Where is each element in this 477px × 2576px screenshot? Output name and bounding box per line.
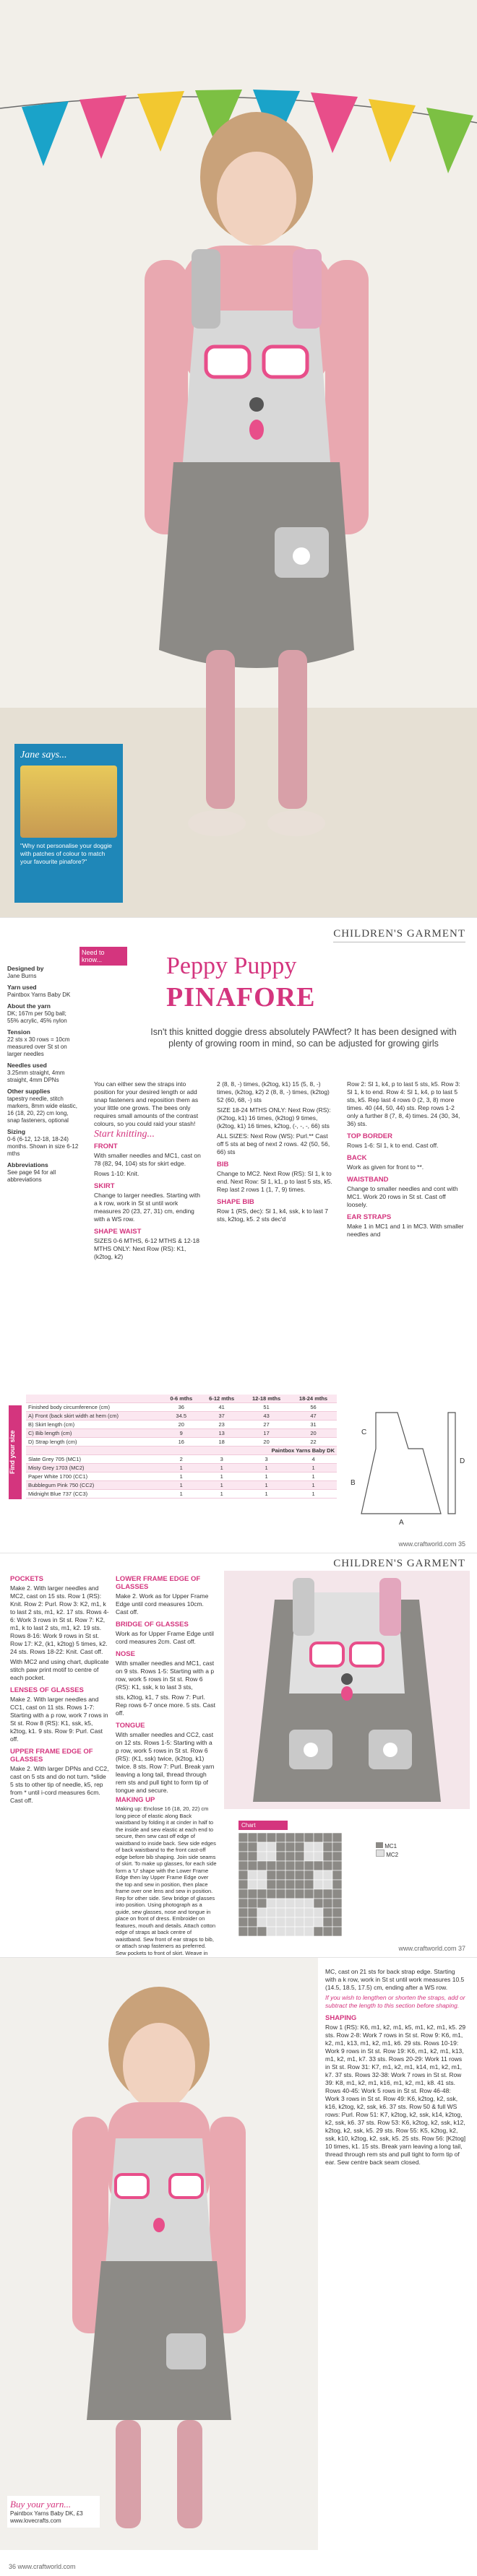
buy-yarn-text: Paintbox Yarns Baby DK, £3 www.lovecrafts.com: [10, 2510, 83, 2524]
chart-cell: [295, 1852, 304, 1861]
chart-cell: [267, 1861, 276, 1870]
waistband-heading: WAISTBAND: [347, 1176, 389, 1184]
nose-text: With smaller needles and MC1, cast on 9 sts. Rows 1-5: Starting with a p row, work 5 rows in St st. Row 6 (RS): K1, ssk, k to last 3 sts,: [116, 1660, 215, 1691]
cell: 34.5: [162, 1412, 200, 1421]
chart-cell: [276, 1927, 285, 1936]
chart-cell: [332, 1880, 342, 1889]
chart-cell: [285, 1927, 295, 1936]
th: [26, 1395, 162, 1403]
cell: 2: [162, 1455, 200, 1464]
chart-cell: [239, 1908, 248, 1917]
chart-cell: [267, 1852, 276, 1861]
diag-label-c: C: [361, 1428, 367, 1436]
column-3: [347, 1080, 466, 1241]
start-knitting: Start knitting...: [94, 1129, 155, 1140]
chart-cell: [239, 1899, 248, 1908]
cell: A) Front (back skirt width at hem (cm): [26, 1412, 162, 1421]
ear-heading: EAR STRAPS: [347, 1213, 392, 1221]
cell: 36: [162, 1403, 200, 1412]
chart-cell: [239, 1927, 248, 1936]
diag-label-a: A: [399, 1519, 404, 1527]
chart-cell: [304, 1852, 314, 1861]
needles-label: Needles used: [7, 1062, 47, 1069]
model-photo: [0, 1958, 318, 2550]
table-row: [26, 1412, 337, 1421]
table-row: [26, 1403, 337, 1412]
shapebib-text: Row 1 (RS, dec): Sl 1, k4, ssk, k to last 7 sts, k2tog, k5. 2 sts dec'd: [217, 1207, 328, 1223]
cell: 17: [243, 1429, 290, 1438]
bib-text: Change to MC2. Next Row (RS): Sl 1, k to end. Next Row: Sl 1, k1, p to last 5 sts, k5. Rep last 2 rows 1 (1, 7, 9) times.: [217, 1170, 332, 1193]
chart-cell: [257, 1861, 267, 1870]
about: DK; 167m per 50g ball; 55% acrylic, 45% nylon: [7, 1010, 67, 1024]
cell: 1: [243, 1490, 290, 1499]
chart-cell: [239, 1852, 248, 1861]
bridge-text: Work as for Upper Frame Edge until cord measures 2cm. Cast off.: [116, 1630, 214, 1645]
about-label: About the yarn: [7, 1002, 51, 1010]
front-heading: FRONT: [94, 1142, 118, 1150]
chart-cell: [239, 1842, 248, 1852]
table-row: [26, 1429, 337, 1438]
chart-cell: [314, 1842, 323, 1852]
page-1: [0, 0, 477, 917]
chart-cell: [304, 1889, 314, 1899]
chart-cell: [285, 1833, 295, 1842]
chart-cell: [276, 1842, 285, 1852]
intro: You can either sew the straps into position for your desired length or add snap fasteners and reposition them as your little one grows. The bees only requires small amounts of the contrast colours, so you could raid your stash!: [94, 1080, 199, 1127]
yarn-label: Yarn used: [7, 984, 37, 991]
page-4: [0, 1957, 477, 2576]
chart-cell: [314, 1870, 323, 1880]
chart-cell: [295, 1927, 304, 1936]
chart-cell: [304, 1880, 314, 1889]
designer-label: Designed by: [7, 965, 44, 972]
chart-cell: [304, 1861, 314, 1870]
paw-chart: [239, 1821, 398, 1945]
waist-text: SIZES 0-6 MTHS, 6-12 MTHS & 12-18 MTHS ONLY: Next Row (RS): K1, (k2tog, k2): [94, 1237, 199, 1260]
chart-cell: [257, 1908, 267, 1917]
chart-cell: [295, 1842, 304, 1852]
back-heading: BACK: [347, 1154, 367, 1162]
shaping-text: Row 1 (RS): K6, m1, k2, m1, k5, m1, k2, m1, k5. 29 sts. Row 2-8: Work 7 rows in St st. Row 9: K6, m1, k2, m1, k13, m1, k2, m1, k6. 29 sts. Rows 10-19: Work 9 rows in St st. Row 19: K6, m1, k2, m1, k13, m1, k2, m1, k7. 33 sts. Rows 20-29: Work 11 rows in St st. Row 31: K7, m1, k2, m1, k14, m1, k2, m1, k7. 37 sts. Rows 32-38: Work 7 rows in St st. Row 39: K8, m1, k2, m1, k16, m1, k2, m1, k8. 41 sts. Rows 40-45: Work 5 rows in St st. Row 46-48: Work 3 rows in St st. Row 49: K6, k2tog, k2, ssk, k16, k2tog, k2, ssk, k6. 37 sts. Row 50 & full WS rows: Purl. Row 51: K7, k2tog, k2, ssk, k14, k2tog, k2, ssk, k6. 37 sts. Row 53: K6, k2tog, k2, ssk, k12, k2tog, k2, ssk, k5. 29 sts. Row 55: K5, k2tog, k2, ssk, k10, k2tog, k2, ssk, k5. 25 sts. Row 56: [K2tog] 10 times, k1. 15 sts. Break yarn leaving a long tail, thread through rem sts and pull tight to form tip of ear. Sew centre back seam closed.: [325, 2024, 466, 2166]
chart-cell: [267, 1908, 276, 1917]
cell: Bubblegum Pink 750 (CC2): [26, 1481, 162, 1490]
buy-yarn-heading: Buy your yarn...: [10, 2499, 72, 2510]
yarn-brand: Paintbox Yarns Baby DK: [26, 1447, 337, 1455]
chart-cell: [314, 1917, 323, 1927]
chart-cell: [332, 1927, 342, 1936]
cell: 1: [162, 1490, 200, 1499]
cell: 1: [200, 1464, 243, 1473]
column-2b: [116, 1792, 217, 1972]
chart-cell: [304, 1899, 314, 1908]
chart-cell: [314, 1899, 323, 1908]
chart-cell: [323, 1880, 332, 1889]
chart-cell: [239, 1870, 248, 1880]
legend-mc1: [376, 1842, 398, 1849]
chart-cell: [257, 1833, 267, 1842]
pockets-heading: POCKETS: [10, 1575, 43, 1583]
cell: 22: [290, 1438, 337, 1447]
cell: 1: [243, 1481, 290, 1490]
standfirst: Isn't this knitted doggie dress absolutely PAWfect? It has been designed with plenty of growing room in mind, so can be adjusted for growing girls: [150, 1027, 457, 1049]
chart-cell: [267, 1889, 276, 1899]
chart-cell: [314, 1852, 323, 1861]
jane-says-box: [14, 744, 123, 903]
cell: 43: [243, 1412, 290, 1421]
chart-cell: [304, 1927, 314, 1936]
cell: D) Strap length (cm): [26, 1438, 162, 1447]
shaping-heading: SHAPING: [325, 2014, 357, 2022]
cell: 31: [290, 1421, 337, 1429]
lower-heading: LOWER FRAME EDGE OF GLASSES: [116, 1575, 201, 1591]
table-row: [26, 1464, 337, 1473]
chart-cell: [285, 1880, 295, 1889]
chart-cell: [314, 1833, 323, 1842]
cell: 1: [200, 1481, 243, 1490]
chart-cell: [314, 1908, 323, 1917]
chart-cell: [323, 1861, 332, 1870]
chart-cell: [239, 1889, 248, 1899]
chart-cell: [276, 1899, 285, 1908]
chart-cell: [276, 1852, 285, 1861]
chart-cell: [276, 1861, 285, 1870]
cell: Slate Grey 705 (MC1): [26, 1455, 162, 1464]
supplies: tapestry needle, stitch markers, 8mm wide elastic, 16 (18, 20, 22) cm long, snap fasteners, optional: [7, 1096, 77, 1124]
th: 6-12 mths: [200, 1395, 243, 1403]
chart-cell: [248, 1908, 257, 1917]
diag-label-b: B: [351, 1479, 356, 1487]
cell: 13: [200, 1429, 243, 1438]
shapebib-heading: SHAPE BIB: [217, 1198, 254, 1206]
chart-cell: [257, 1870, 267, 1880]
chart-cell: [285, 1842, 295, 1852]
col2-text: 2 (8, 8, -) times, (k2tog, k1) 15 (5, 8, -) times, (k2tog, k2) 2 (8, 8, -) times, (k2tog) 52 (60, 68, -) sts: [217, 1080, 330, 1103]
chart-cell: [304, 1870, 314, 1880]
cell: 1: [290, 1473, 337, 1481]
page-3: [0, 1553, 477, 1958]
legend-mc2-label: MC2: [386, 1852, 399, 1858]
chart-cell: [323, 1870, 332, 1880]
bib-heading: BIB: [217, 1161, 229, 1168]
chart-cell: [248, 1870, 257, 1880]
chart-cell: [332, 1870, 342, 1880]
chart-cell: [304, 1908, 314, 1917]
yarn-brand-row: [26, 1447, 337, 1455]
yarn: Paintbox Yarns Baby DK: [7, 992, 71, 998]
makeup-text: Making up: Enclose 16 (18, 20, 22) cm long piece of elastic along Back waistband by folding it at cinder in half to the inside and sew elastic at each end to secure, then sew cast off edge of waistband to inside back. Sew side edges of back waistband to the front cast-off edge before bib shaping. Join side seams of skirt. To make up glasses, for each side form a 'U' shape with the Lower Frame Edge then lay Upper Frame Edge over the top and sew in position, then place frame over one lens and sew in position. Rep for other side. Sew bridge of glasses into position. Using photograph as a guide, sew glasses, nose and tongue in place on front of dress. Embroider on features, mouth and details. Attach cotton edge of straps at back centre of waistband. Sew front of ear straps to bib, or attach snap fasteners as preferred. Sew pockets to front of skirt. Weave in: [116, 1805, 217, 1956]
cell: B) Skirt length (cm): [26, 1421, 162, 1429]
section-header: CHILDREN'S GARMENT: [333, 1558, 465, 1572]
lenses-text: Make 2. With larger needles and CC1, cast on 11 sts. Rows 1-7: Starting with a p row, work 7 rows in St st. Row 8 (RS): K1, ssk, k5, k2tog, k1. 9 sts. Row 9: Purl. Cast off.: [10, 1696, 108, 1743]
folio: www.craftworld.com 35: [398, 1540, 465, 1548]
chart-cell: [323, 1927, 332, 1936]
folio: 36 www.craftworld.com: [9, 2563, 76, 2570]
chart-cell: [332, 1908, 342, 1917]
cell: 4: [290, 1455, 337, 1464]
allsizes-text: ALL SIZES: Next Row (WS): Purl.** Cast off 5 sts at beg of next 2 rows. 42 (50, 56, 66) sts: [217, 1132, 330, 1155]
product-photo: [224, 1571, 470, 1809]
find-size-tab: Find your size: [9, 1405, 22, 1499]
table-row: [26, 1473, 337, 1481]
cell: C) Bib length (cm): [26, 1429, 162, 1438]
need-to-know-tab: Need to know...: [80, 947, 127, 966]
waist-heading: SHAPE WAIST: [94, 1228, 142, 1236]
table-row: [26, 1490, 337, 1499]
skirt-text: Change to larger needles. Starting with a k row, work in St st until work measures 20 (23, 27, 31) cm, ending with a WS row.: [94, 1192, 200, 1223]
cell: Finished body circumference (cm): [26, 1403, 162, 1412]
chart-cell: [295, 1861, 304, 1870]
supplies-label: Other supplies: [7, 1088, 51, 1095]
chart-cell: [304, 1842, 314, 1852]
cell: 47: [290, 1412, 337, 1421]
cell: 1: [243, 1464, 290, 1473]
tension-label: Tension: [7, 1028, 30, 1036]
upper-heading: UPPER FRAME EDGE OF GLASSES: [10, 1748, 93, 1764]
chart-cell: [332, 1842, 342, 1852]
chart-cell: [239, 1861, 248, 1870]
size18-text: SIZE 18-24 MTHS ONLY: Next Row (RS): (K2tog, k1) 16 times, (k2tog) 9 times, (k2tog, k1) 16 times, k2tog, (-, -, -, 66) sts: [217, 1106, 331, 1129]
chart-cell: [295, 1899, 304, 1908]
lower-text: Make 2. Work as for Upper Frame Edge until cord measures 10cm. Cast off.: [116, 1592, 209, 1616]
back-text: Work as given for front to **.: [347, 1163, 424, 1171]
jane-says-label: Jane says...: [20, 750, 67, 760]
chart-cell: [295, 1870, 304, 1880]
chart-cell: [323, 1833, 332, 1842]
cell: 1: [162, 1473, 200, 1481]
legend-mc1-label: MC1: [384, 1843, 398, 1849]
abbr: See page 94 for all abbreviations: [7, 1169, 56, 1183]
cell: 20: [243, 1438, 290, 1447]
pockets-text-2: With MC2 and using chart, duplicate stitch paw print motif to centre of each pocket.: [10, 1658, 109, 1681]
cell: 51: [243, 1403, 290, 1412]
chart-legend: [376, 1842, 398, 1858]
cell: 20: [162, 1421, 200, 1429]
chart-cell: [248, 1880, 257, 1889]
cell: 20: [290, 1429, 337, 1438]
chart-cell: [332, 1899, 342, 1908]
chart-cell: [314, 1927, 323, 1936]
cell: Misty Grey 1703 (MC2): [26, 1464, 162, 1473]
chart-key-title: Chart: [239, 1821, 288, 1830]
chart-cell: [276, 1908, 285, 1917]
chart-cell: [295, 1833, 304, 1842]
sizing: 0-6 (6-12, 12-18, 18-24) months. Shown in size 6-12 mths: [7, 1136, 79, 1157]
th: 0-6 mths: [162, 1395, 200, 1403]
lenses-heading: LENSES OF GLASSES: [10, 1686, 84, 1694]
kicker: Peppy Puppy: [166, 953, 297, 979]
designer: Jane Burns: [7, 973, 37, 979]
chart-cell: [323, 1889, 332, 1899]
page-title: PINAFORE: [166, 982, 316, 1012]
jane-quote: "Why not personalise your doggie with patches of colour to match your favourite pinafore?": [20, 842, 112, 865]
cell: 1: [243, 1473, 290, 1481]
chart-cell: [239, 1880, 248, 1889]
chart-cell: [295, 1917, 304, 1927]
cell: 41: [200, 1403, 243, 1412]
table-row: [26, 1481, 337, 1490]
size-table-wrap: [26, 1395, 337, 1499]
cell: 1: [290, 1464, 337, 1473]
cell: 1: [200, 1490, 243, 1499]
cell: 1: [290, 1481, 337, 1490]
chart-cell: [248, 1917, 257, 1927]
chart-cell: [314, 1880, 323, 1889]
chart-cell: [248, 1833, 257, 1842]
cell: 3: [200, 1455, 243, 1464]
chart-cell: [285, 1861, 295, 1870]
chart-cell: [257, 1889, 267, 1899]
paw-chart-grid: [239, 1833, 354, 1941]
chart-cell: [295, 1908, 304, 1917]
cell: 1: [290, 1490, 337, 1499]
chart-cell: [332, 1889, 342, 1899]
chart-cell: [267, 1833, 276, 1842]
chart-cell: [257, 1927, 267, 1936]
chart-cell: [257, 1880, 267, 1889]
need-to-know-sidebar: [7, 961, 80, 1184]
chart-cell: [267, 1842, 276, 1852]
nose-heading: NOSE: [116, 1650, 135, 1658]
cell: 1: [200, 1473, 243, 1481]
pockets-text: Make 2. With larger needles and MC2, cast on 15 sts. Row 1 (RS): Knit. Row 2: Purl. Row 3: K2, m1, k to last 2 sts, m1, k2. 17 sts. Rows 4-6: Work 3 rows in St st. Row 7: K2, m1, k to last 2 sts, m1, k2. 19 sts. Rows 8-16: Work 9 rows in St st. Row 17: K2, (k1, k2tog) 5 times, k2. 24 sts. Rows 18-22: Knit. Cast off.: [10, 1584, 109, 1655]
chart-cell: [267, 1870, 276, 1880]
chart-cell: [332, 1917, 342, 1927]
chart-cell: [257, 1917, 267, 1927]
makeup-heading: MAKING UP: [116, 1796, 155, 1804]
chart-cell: [304, 1917, 314, 1927]
buy-yarn-box: [7, 2496, 100, 2528]
strap-text: MC, cast on 21 sts for back strap edge. Starting with a k row, work in St st until work measures 10.5 (14.5, 18.5, 17.5) cm, ending after a WS row.: [325, 1968, 465, 1991]
column-2: [217, 1080, 332, 1226]
chart-cell: [285, 1870, 295, 1880]
chart-cell: [267, 1927, 276, 1936]
folio: www.craftworld.com 37: [398, 1945, 465, 1952]
th: 18-24 mths: [290, 1395, 337, 1403]
tongue-heading: TONGUE: [116, 1722, 145, 1730]
front-text: With smaller needles and MC1, cast on 78 (82, 94, 104) sts for skirt edge.: [94, 1152, 201, 1167]
column-right: [325, 1968, 466, 2169]
ear-text: Make 1 in MC1 and 1 in MC3. With smaller needles and: [347, 1223, 464, 1238]
chart-cell: [248, 1852, 257, 1861]
cell: 18: [200, 1438, 243, 1447]
cell: 9: [162, 1429, 200, 1438]
legend-mc2: [376, 1849, 398, 1858]
cell: 1: [162, 1481, 200, 1490]
cell: 3: [243, 1455, 290, 1464]
tongue-text: With smaller needles and CC2, cast on 12 sts. Rows 1-5: Starting with a p row, work 5 rows in St st. Row 6 (RS): (K1, ssk) twice, (k2tog, k1) twice. 8 sts. Row 7: Purl. Break yarn leaving a long tail, thread through rem sts and pull tight to form tip of tongue and secure.: [116, 1731, 215, 1794]
bridge-heading: BRIDGE OF GLASSES: [116, 1621, 189, 1629]
chart-cell: [248, 1889, 257, 1899]
chart-cell: [276, 1880, 285, 1889]
size-table: [26, 1395, 337, 1499]
chart-cell: [285, 1889, 295, 1899]
needles: 3.25mm straight, 4mm straight, 4mm DPNs: [7, 1070, 65, 1083]
table-row: [26, 1438, 337, 1447]
chart-cell: [239, 1833, 248, 1842]
chart-cell: [332, 1861, 342, 1870]
cell: 23: [200, 1421, 243, 1429]
table-row: [26, 1421, 337, 1429]
cell: 56: [290, 1403, 337, 1412]
waistband-text: Change to smaller needles and cont with MC1. Work 20 rows in St st. Cast off loosely.: [347, 1185, 458, 1208]
column-2: [116, 1571, 217, 1797]
section-header: CHILDREN'S GARMENT: [333, 928, 465, 942]
chart-cell: [285, 1908, 295, 1917]
cell: Midnight Blue 737 (CC3): [26, 1490, 162, 1499]
cell: Paper White 1700 (CC1): [26, 1473, 162, 1481]
chart-cell: [248, 1927, 257, 1936]
column-1: [10, 1571, 110, 1807]
cell: 37: [200, 1412, 243, 1421]
chart-cell: [267, 1917, 276, 1927]
cell: 1: [162, 1464, 200, 1473]
skirt-heading: SKIRT: [94, 1182, 115, 1190]
chart-cell: [276, 1833, 285, 1842]
chart-cell: [248, 1842, 257, 1852]
chart-cell: [285, 1899, 295, 1908]
chart-cell: [239, 1917, 248, 1927]
chart-cell: [332, 1852, 342, 1861]
chart-cell: [276, 1889, 285, 1899]
chart-cell: [314, 1861, 323, 1870]
cell: 27: [243, 1421, 290, 1429]
chart-cell: [304, 1833, 314, 1842]
rows-text: Rows 1-10: Knit.: [94, 1170, 139, 1177]
abbr-label: Abbreviations: [7, 1161, 48, 1168]
chart-cell: [332, 1833, 342, 1842]
topborder-heading: TOP BORDER: [347, 1132, 392, 1140]
upper-text: Make 2. With larger DPNs and CC2, cast on 5 sts and do not turn. *slide 5 sts to other tip of needle, k5, rep from * until i-cord measures 6cm. Cast off.: [10, 1765, 109, 1804]
diag-label-d: D: [460, 1457, 465, 1465]
chart-cell: [314, 1889, 323, 1899]
chart-cell: [323, 1917, 332, 1927]
topborder-text: Rows 1-6: Sl 1, k to end. Cast off.: [347, 1142, 439, 1149]
table-row: [26, 1455, 337, 1464]
chart-cell: [267, 1899, 276, 1908]
cell: 16: [162, 1438, 200, 1447]
chart-cell: [295, 1889, 304, 1899]
chart-cell: [323, 1899, 332, 1908]
col3-text: Row 2: Sl 1, k4, p to last 5 sts, k5. Row 3: Sl 1, k to end. Row 4: Sl 1, k4, p to last 5 sts, k5. Rep last 4 rows 0 (2, 3, 8) more times. 40 (44, 50, 44) sts. Rep rows 1-2 only a further 8 (7, 8, 4) times. 24 (30, 34, 36) sts.: [347, 1080, 460, 1127]
sizing-label: Sizing: [7, 1128, 26, 1135]
tension: 22 sts x 30 rows = 10cm measured over St st on larger needles: [7, 1036, 70, 1057]
chart-cell: [257, 1899, 267, 1908]
chart-cell: [267, 1880, 276, 1889]
chart-cell: [295, 1880, 304, 1889]
chart-cell: [323, 1842, 332, 1852]
page-2: [0, 917, 477, 1553]
column-1: [94, 1080, 202, 1263]
chart-cell: [248, 1899, 257, 1908]
chart-cell: [257, 1842, 267, 1852]
chart-cell: [285, 1852, 295, 1861]
chart-cell: [323, 1908, 332, 1917]
chart-cell: [285, 1917, 295, 1927]
jane-avatar: [20, 766, 117, 838]
col2a-text: sts, k2tog, k1, 7 sts. Row 7: Purl. Rep rows 6-7 once more. 5 sts. Cast off.: [116, 1694, 215, 1717]
chart-cell: [276, 1870, 285, 1880]
schematic-diagram: [347, 1405, 470, 1528]
th: 12-18 mths: [243, 1395, 290, 1403]
chart-cell: [257, 1852, 267, 1861]
chart-cell: [276, 1917, 285, 1927]
tip-text: If you wish to lengthen or shorten the straps, add or subtract the length to this section before shaping.: [325, 1994, 465, 2009]
table-head-row: [26, 1395, 337, 1403]
chart-cell: [248, 1861, 257, 1870]
chart-cell: [323, 1852, 332, 1861]
